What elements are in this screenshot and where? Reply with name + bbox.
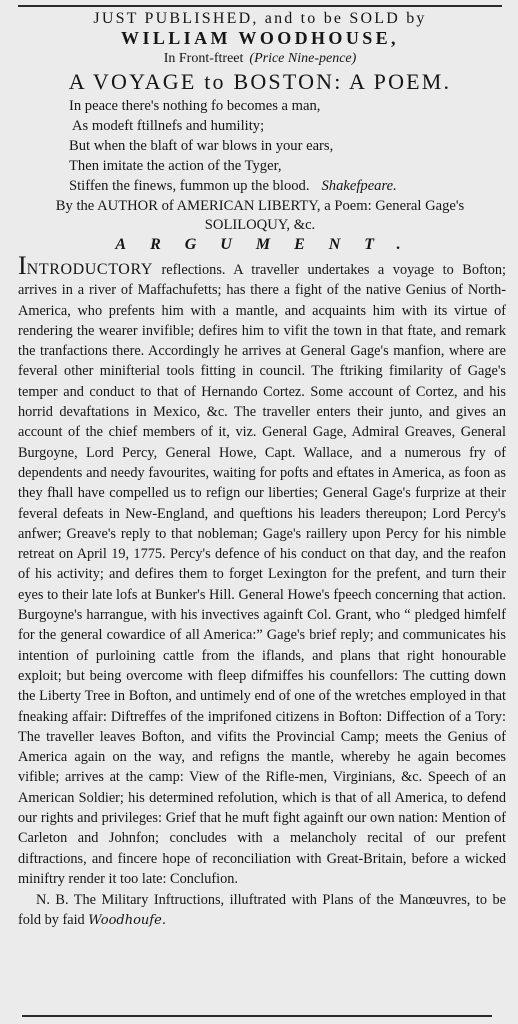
note-signature: Woodhoufe. [88, 913, 166, 929]
drop-cap: I [18, 251, 27, 280]
argument-heading: ARGUMENT. [115, 236, 425, 253]
book-title: A VOYAGE to BOSTON: A POEM. [68, 69, 452, 94]
bookseller-name: WILLIAM WOODHOUSE, [121, 28, 399, 48]
address: In Front-ftreet [163, 51, 244, 66]
epigraph-line: Then imitate the action of the Tyger, [69, 158, 282, 174]
epigraph [12, 96, 508, 196]
argument-text [12, 251, 508, 889]
first-word: NTRODUCTORY [26, 261, 153, 278]
note [12, 890, 508, 931]
epigraph-attribution: Shakefpeare. [321, 178, 397, 194]
epigraph-line: As modeft ftillnefs and humility; [72, 118, 265, 134]
argument-body: reflections. A traveller undertakes a voyage to Bofton; arrives in a river of Maffachufetts; has there a fight of the native Genius of North-America, who prefents him with a mantle, and acquaints him with its virtue of rendering the wearer invifible; defires him to vifit the town in that ftate, and remark the tranfactions there. Accordingly he arrives at General Gage's manfion, where are feveral other minifterial tools fitting in council. The ftriking fimilarity of Gage's temper and conduct to that of Hernando Cortez. Some account of Cortez, and his horrid devaftations in Mexico, &c. The traveller enters their junto, and gives an account of the chief members of it, viz. General Gage, Admiral Greaves, General Burgoyne, Lord Percy, General Howe, Capt. Wallace, and a numerous fry of dependents and needy favourites, waiting for pofts and eftates in America, as foon as they fhall have compelled us to refign our liberties; General Gage's furprize at their feveral defeats in New-England, and queftions his leaders thereupon; Lord Percy's anfwer; Greave's reply to that nobleman; Gage's raillery upon Percy for his nimble retreat on April 19, 1775. Percy's defence of his conduct on that day, and the reafon of his activity; and defires them to forget Lexington for the prefent, and turn their eyes to their late lofs at Bunker's Hill. General Howe's fpeech concerning that action. Burgoyne's harrangue, with his invectives againft Col. Grant, who “ pledged himfelf for the general cowardice of all America:” Gage's brief reply; and communicates his intention of purloining cattle from the iflands, and plans that right honourable exploit; but being overcome with fleep difmiffes his counfellors: The cutting down the Liberty Tree in Bofton, and untimely end of one of the wretches employed in that fneaking affair: Diftreffes of the imprifoned citizens in Bofton: Diffection of a Tory: The traveller leaves Bofton, and vifits the Provincial Camp; meets the Genius of America again on the way, and refigns the mantle, whereby he again becomes vifible; arrives at the camp: View of the Rifle-men, Virginians, &c. Speech of an American Soldier; his determined refolution, which is that of all America, to defend our rights and privileges: Grief that he muft fight againft our own nation: Mention of Carleton and Johnfon; concludes with a melancholy recital of our prefent diftractions, and fincere hope of reconciliation with Great-Britain, before a wicked miniftry render it too late: Conclufion. [18, 262, 506, 887]
bottom-rule [22, 1015, 492, 1017]
epigraph-line: Stiffen the finews, fummon up the blood. [69, 178, 310, 194]
epigraph-line: In peace there's nothing fo becomes a man, [69, 98, 321, 114]
author-line: By the AUTHOR of AMERICAN LIBERTY, a Poem: General Gage's SOLILOQUY, &c. [55, 198, 465, 233]
publication-notice: JUST PUBLISHED, and to be SOLD by [93, 10, 427, 27]
epigraph-line: But when the blaft of war blows in your ears, [69, 138, 334, 154]
address-line [12, 50, 508, 67]
price: (Price Nine-pence) [249, 51, 357, 66]
advertisement [12, 9, 508, 931]
top-rule [18, 5, 502, 7]
note-text: N. B. The Military Inftructions, illuftrated with Plans of the Manœuvres, to be fold by faid [18, 892, 506, 929]
